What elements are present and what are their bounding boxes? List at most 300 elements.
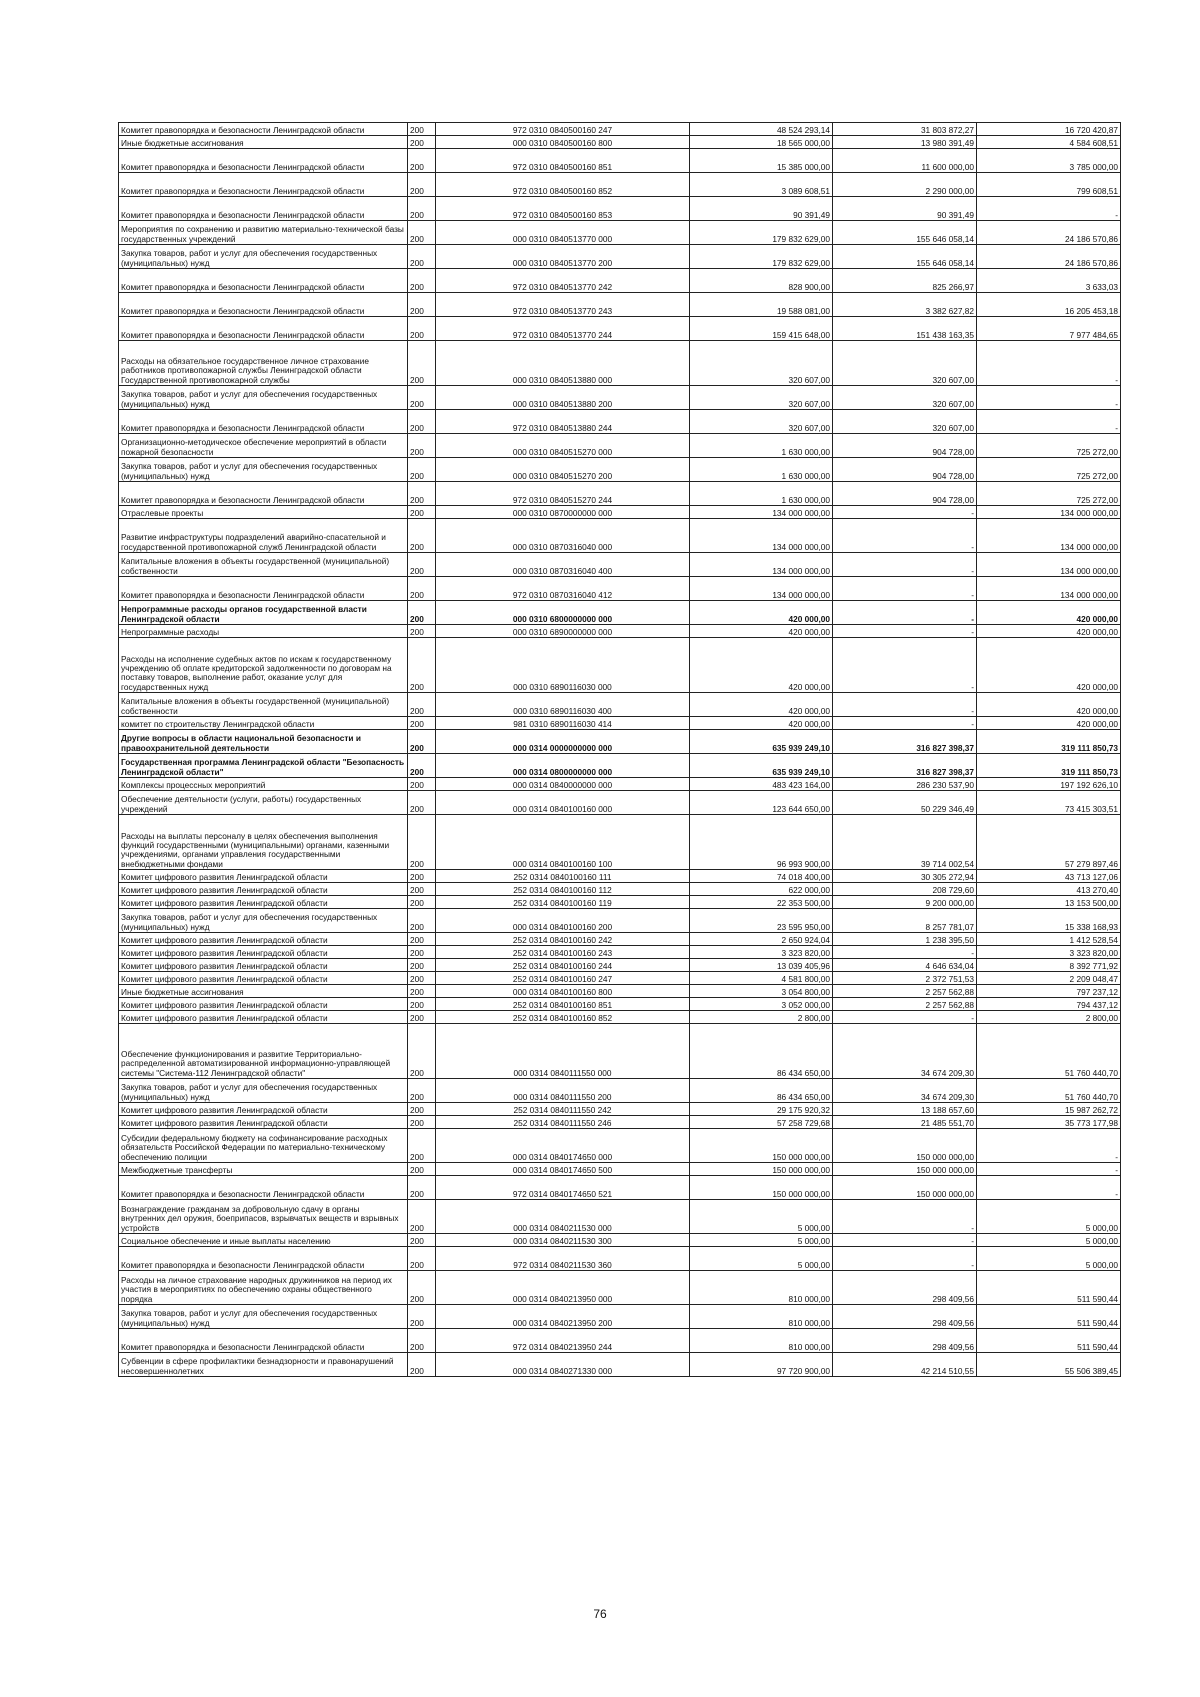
line-code: 200 [408, 506, 436, 519]
line-code: 200 [408, 1200, 436, 1234]
budget-classification-code: 000 0310 6890000000 000 [436, 625, 690, 638]
line-code: 200 [408, 293, 436, 317]
line-code: 200 [408, 221, 436, 245]
item-name: Комитет правопорядка и безопасности Ленинградской области [119, 149, 408, 173]
approved-amount: 1 630 000,00 [690, 434, 833, 458]
item-name: Комитет цифрового развития Ленинградской области [119, 972, 408, 985]
table-row [119, 269, 1121, 293]
executed-amount: 825 266,97 [833, 269, 977, 293]
unexecuted-amount: 511 590,44 [977, 1305, 1121, 1329]
table-row [119, 1024, 1121, 1079]
unexecuted-amount: 35 773 177,98 [977, 1116, 1121, 1129]
budget-classification-code: 000 0310 0840513770 000 [436, 221, 690, 245]
executed-amount: 320 607,00 [833, 410, 977, 434]
unexecuted-amount: 43 713 127,06 [977, 870, 1121, 883]
item-name: Комитет цифрового развития Ленинградской области [119, 1116, 408, 1129]
item-name: Непрограммные расходы органов государственной власти Ленинградской области [119, 601, 408, 625]
table-row [119, 693, 1121, 717]
line-code: 200 [408, 1176, 436, 1200]
budget-classification-code: 000 0314 0840111550 200 [436, 1079, 690, 1103]
approved-amount: 134 000 000,00 [690, 553, 833, 577]
item-name: Комитет цифрового развития Ленинградской области [119, 883, 408, 896]
budget-classification-code: 000 0310 6800000000 000 [436, 601, 690, 625]
table-row [119, 123, 1121, 136]
executed-amount: 2 257 562,88 [833, 985, 977, 998]
table-row [119, 985, 1121, 998]
line-code: 200 [408, 173, 436, 197]
budget-classification-code: 252 0314 0840100160 243 [436, 946, 690, 959]
item-name: Комитет правопорядка и безопасности Ленинградской области [119, 1247, 408, 1271]
executed-amount: 150 000 000,00 [833, 1163, 977, 1176]
unexecuted-amount: 24 186 570,86 [977, 221, 1121, 245]
budget-classification-code: 981 0310 6890116030 414 [436, 717, 690, 730]
line-code: 200 [408, 482, 436, 506]
executed-amount: - [833, 1011, 977, 1024]
budget-classification-code: 972 0314 0840213950 244 [436, 1329, 690, 1353]
budget-classification-code: 252 0314 0840100160 111 [436, 870, 690, 883]
executed-amount: - [833, 577, 977, 601]
unexecuted-amount: 24 186 570,86 [977, 245, 1121, 269]
item-name: Комитет цифрового развития Ленинградской области [119, 1011, 408, 1024]
budget-classification-code: 972 0310 0840500160 247 [436, 123, 690, 136]
unexecuted-amount: 5 000,00 [977, 1234, 1121, 1247]
budget-classification-code: 000 0310 0870316040 400 [436, 553, 690, 577]
line-code: 200 [408, 1163, 436, 1176]
table-row [119, 1116, 1121, 1129]
executed-amount: - [833, 506, 977, 519]
budget-classification-code: 972 0310 0840513880 244 [436, 410, 690, 434]
executed-amount: - [833, 625, 977, 638]
unexecuted-amount: 5 000,00 [977, 1200, 1121, 1234]
unexecuted-amount: 57 279 897,46 [977, 815, 1121, 870]
approved-amount: 3 089 608,51 [690, 173, 833, 197]
budget-classification-code: 252 0314 0840100160 242 [436, 933, 690, 946]
executed-amount: 9 200 000,00 [833, 896, 977, 909]
unexecuted-amount: 51 760 440,70 [977, 1079, 1121, 1103]
item-name: Комитет правопорядка и безопасности Ленинградской области [119, 269, 408, 293]
table-row [119, 1271, 1121, 1305]
approved-amount: 420 000,00 [690, 717, 833, 730]
budget-classification-code: 000 0314 0800000000 000 [436, 754, 690, 778]
item-name: Иные бюджетные ассигнования [119, 136, 408, 149]
budget-classification-code: 000 0314 0840100160 800 [436, 985, 690, 998]
table-row [119, 519, 1121, 553]
unexecuted-amount: 15 338 168,93 [977, 909, 1121, 933]
table-row [119, 1329, 1121, 1353]
budget-classification-code: 972 0310 0840500160 851 [436, 149, 690, 173]
approved-amount: 74 018 400,00 [690, 870, 833, 883]
line-code: 200 [408, 519, 436, 553]
approved-amount: 622 000,00 [690, 883, 833, 896]
executed-amount: 13 980 391,49 [833, 136, 977, 149]
executed-amount: 298 409,56 [833, 1329, 977, 1353]
budget-classification-code: 252 0314 0840111550 246 [436, 1116, 690, 1129]
table-row [119, 870, 1121, 883]
table-row [119, 730, 1121, 754]
budget-classification-code: 252 0314 0840100160 852 [436, 1011, 690, 1024]
approved-amount: 5 000,00 [690, 1247, 833, 1271]
table-row [119, 959, 1121, 972]
line-code: 200 [408, 1079, 436, 1103]
item-name: Комитет цифрового развития Ленинградской области [119, 946, 408, 959]
executed-amount: - [833, 553, 977, 577]
approved-amount: 420 000,00 [690, 601, 833, 625]
item-name: Иные бюджетные ассигнования [119, 985, 408, 998]
line-code: 200 [408, 625, 436, 638]
unexecuted-amount: 794 437,12 [977, 998, 1121, 1011]
approved-amount: 810 000,00 [690, 1305, 833, 1329]
unexecuted-amount: 797 237,12 [977, 985, 1121, 998]
executed-amount: 30 305 272,94 [833, 870, 977, 883]
approved-amount: 420 000,00 [690, 638, 833, 693]
line-code: 200 [408, 870, 436, 883]
budget-classification-code: 972 0310 0840515270 244 [436, 482, 690, 506]
item-name: Государственная программа Ленинградской области "Безопасность Ленинградской области" [119, 754, 408, 778]
unexecuted-amount: 319 111 850,73 [977, 730, 1121, 754]
line-code: 200 [408, 1329, 436, 1353]
executed-amount: 286 230 537,90 [833, 778, 977, 791]
budget-classification-code: 000 0310 0840500160 800 [436, 136, 690, 149]
executed-amount: 208 729,60 [833, 883, 977, 896]
item-name: Непрограммные расходы [119, 625, 408, 638]
budget-classification-code: 000 0310 0840515270 200 [436, 458, 690, 482]
unexecuted-amount: 3 633,03 [977, 269, 1121, 293]
item-name: Социальное обеспечение и иные выплаты населению [119, 1234, 408, 1247]
line-code: 200 [408, 410, 436, 434]
budget-table [118, 122, 1121, 1377]
unexecuted-amount: 1 412 528,54 [977, 933, 1121, 946]
item-name: Расходы на выплаты персоналу в целях обеспечения выполнения функций государственными (муниципальными) органами, казенными учреждениями, органами управления государственными внебюджетными фондами [119, 815, 408, 870]
table-row [119, 1079, 1121, 1103]
approved-amount: 19 588 081,00 [690, 293, 833, 317]
unexecuted-amount: 3 785 000,00 [977, 149, 1121, 173]
approved-amount: 159 415 648,00 [690, 317, 833, 341]
line-code: 200 [408, 959, 436, 972]
approved-amount: 48 524 293,14 [690, 123, 833, 136]
budget-classification-code: 000 0314 0840271330 000 [436, 1353, 690, 1377]
approved-amount: 635 939 249,10 [690, 730, 833, 754]
item-name: Комитет цифрового развития Ленинградской области [119, 959, 408, 972]
line-code: 200 [408, 1129, 436, 1163]
table-row [119, 197, 1121, 221]
line-code: 200 [408, 791, 436, 815]
line-code: 200 [408, 1353, 436, 1377]
table-row [119, 173, 1121, 197]
approved-amount: 150 000 000,00 [690, 1176, 833, 1200]
executed-amount: 151 438 163,35 [833, 317, 977, 341]
line-code: 200 [408, 896, 436, 909]
line-code: 200 [408, 1305, 436, 1329]
executed-amount: 13 188 657,60 [833, 1103, 977, 1116]
executed-amount: 39 714 002,54 [833, 815, 977, 870]
budget-classification-code: 000 0314 0840111550 000 [436, 1024, 690, 1079]
line-code: 200 [408, 972, 436, 985]
executed-amount: 904 728,00 [833, 434, 977, 458]
line-code: 200 [408, 815, 436, 870]
budget-classification-code: 000 0314 0000000000 000 [436, 730, 690, 754]
table-row [119, 933, 1121, 946]
line-code: 200 [408, 1024, 436, 1079]
budget-classification-code: 000 0310 0840513880 000 [436, 341, 690, 386]
unexecuted-amount: 413 270,40 [977, 883, 1121, 896]
line-code: 200 [408, 553, 436, 577]
unexecuted-amount: 8 392 771,92 [977, 959, 1121, 972]
approved-amount: 57 258 729,68 [690, 1116, 833, 1129]
executed-amount: - [833, 519, 977, 553]
line-code: 200 [408, 1103, 436, 1116]
line-code: 200 [408, 778, 436, 791]
table-row [119, 791, 1121, 815]
table-row [119, 1234, 1121, 1247]
approved-amount: 97 720 900,00 [690, 1353, 833, 1377]
line-code: 200 [408, 577, 436, 601]
unexecuted-amount: 420 000,00 [977, 601, 1121, 625]
item-name: Комитет правопорядка и безопасности Ленинградской области [119, 123, 408, 136]
approved-amount: 828 900,00 [690, 269, 833, 293]
item-name: Комитет цифрового развития Ленинградской области [119, 933, 408, 946]
line-code: 200 [408, 909, 436, 933]
executed-amount: 2 257 562,88 [833, 998, 977, 1011]
item-name: Комитет правопорядка и безопасности Ленинградской области [119, 1329, 408, 1353]
executed-amount: 150 000 000,00 [833, 1129, 977, 1163]
budget-classification-code: 000 0314 0840100160 100 [436, 815, 690, 870]
item-name: Комплексы процессных мероприятий [119, 778, 408, 791]
unexecuted-amount: 15 987 262,72 [977, 1103, 1121, 1116]
executed-amount: - [833, 601, 977, 625]
table-row [119, 317, 1121, 341]
table-row [119, 1200, 1121, 1234]
executed-amount: - [833, 1234, 977, 1247]
unexecuted-amount: 55 506 389,45 [977, 1353, 1121, 1377]
item-name: Комитет правопорядка и безопасности Ленинградской области [119, 197, 408, 221]
unexecuted-amount: 73 415 303,51 [977, 791, 1121, 815]
line-code: 200 [408, 123, 436, 136]
unexecuted-amount: 4 584 608,51 [977, 136, 1121, 149]
table-row [119, 149, 1121, 173]
line-code: 200 [408, 386, 436, 410]
budget-classification-code: 000 0314 0840213950 000 [436, 1271, 690, 1305]
budget-classification-code: 252 0314 0840100160 112 [436, 883, 690, 896]
item-name: Развитие инфраструктуры подразделений аварийно-спасательной и государственной противопожарной служб Ленинградской области [119, 519, 408, 553]
approved-amount: 179 832 629,00 [690, 245, 833, 269]
table-row [119, 136, 1121, 149]
table-row [119, 1129, 1121, 1163]
budget-classification-code: 000 0314 0840211530 300 [436, 1234, 690, 1247]
approved-amount: 4 581 800,00 [690, 972, 833, 985]
item-name: Капитальные вложения в объекты государственной (муниципальной) собственности [119, 553, 408, 577]
table-row [119, 778, 1121, 791]
table-row [119, 1353, 1121, 1377]
line-code: 200 [408, 717, 436, 730]
unexecuted-amount: 420 000,00 [977, 638, 1121, 693]
table-row [119, 601, 1121, 625]
executed-amount: 155 646 058,14 [833, 245, 977, 269]
budget-classification-code: 000 0310 0840513770 200 [436, 245, 690, 269]
approved-amount: 179 832 629,00 [690, 221, 833, 245]
approved-amount: 810 000,00 [690, 1271, 833, 1305]
item-name: Комитет цифрового развития Ленинградской области [119, 998, 408, 1011]
unexecuted-amount: 51 760 440,70 [977, 1024, 1121, 1079]
budget-classification-code: 000 0314 0840100160 000 [436, 791, 690, 815]
table-row [119, 638, 1121, 693]
item-name: комитет по строительству Ленинградской области [119, 717, 408, 730]
executed-amount: 90 391,49 [833, 197, 977, 221]
approved-amount: 3 323 820,00 [690, 946, 833, 959]
table-row [119, 341, 1121, 386]
executed-amount: 34 674 209,30 [833, 1079, 977, 1103]
executed-amount: 316 827 398,37 [833, 754, 977, 778]
item-name: Межбюджетные трансферты [119, 1163, 408, 1176]
executed-amount: 2 290 000,00 [833, 173, 977, 197]
approved-amount: 5 000,00 [690, 1234, 833, 1247]
line-code: 200 [408, 754, 436, 778]
unexecuted-amount: 319 111 850,73 [977, 754, 1121, 778]
executed-amount: 31 803 872,27 [833, 123, 977, 136]
unexecuted-amount: 511 590,44 [977, 1271, 1121, 1305]
budget-classification-code: 000 0314 0840174650 500 [436, 1163, 690, 1176]
unexecuted-amount: 799 608,51 [977, 173, 1121, 197]
unexecuted-amount: 5 000,00 [977, 1247, 1121, 1271]
table-row [119, 717, 1121, 730]
table-row [119, 815, 1121, 870]
line-code: 200 [408, 1247, 436, 1271]
item-name: Расходы на обязательное государственное личное страхование работников противопожарной службы Ленинградской области Государственной противопожарной службы [119, 341, 408, 386]
item-name: Комитет цифрового развития Ленинградской области [119, 896, 408, 909]
item-name: Расходы на исполнение судебных актов по искам к государственному учреждению об оплате кредиторской задолженности по договорам на поставку товаров, выполнение работ, оказание услуг для государственных нужд [119, 638, 408, 693]
unexecuted-amount: 16 720 420,87 [977, 123, 1121, 136]
item-name: Субвенции в сфере профилактики безнадзорности и правонарушений несовершеннолетних [119, 1353, 408, 1377]
item-name: Комитет правопорядка и безопасности Ленинградской области [119, 173, 408, 197]
approved-amount: 134 000 000,00 [690, 577, 833, 601]
table-row [119, 909, 1121, 933]
executed-amount: 11 600 000,00 [833, 149, 977, 173]
table-row [119, 386, 1121, 410]
page-number: 76 [593, 1607, 607, 1621]
executed-amount: 155 646 058,14 [833, 221, 977, 245]
approved-amount: 29 175 920,32 [690, 1103, 833, 1116]
executed-amount: 316 827 398,37 [833, 730, 977, 754]
unexecuted-amount: 725 272,00 [977, 482, 1121, 506]
line-code: 200 [408, 883, 436, 896]
unexecuted-amount: 725 272,00 [977, 458, 1121, 482]
budget-classification-code: 000 0310 0840515270 000 [436, 434, 690, 458]
table-row [119, 245, 1121, 269]
budget-classification-code: 252 0314 0840111550 242 [436, 1103, 690, 1116]
executed-amount: 4 646 634,04 [833, 959, 977, 972]
executed-amount: 320 607,00 [833, 386, 977, 410]
table-row [119, 293, 1121, 317]
executed-amount: 298 409,56 [833, 1271, 977, 1305]
approved-amount: 90 391,49 [690, 197, 833, 221]
line-code: 200 [408, 341, 436, 386]
approved-amount: 3 054 800,00 [690, 985, 833, 998]
unexecuted-amount: 134 000 000,00 [977, 506, 1121, 519]
table-row [119, 577, 1121, 601]
item-name: Организационно-методическое обеспечение мероприятий в области пожарной безопасности [119, 434, 408, 458]
line-code: 200 [408, 1271, 436, 1305]
budget-classification-code: 972 0314 0840174650 521 [436, 1176, 690, 1200]
unexecuted-amount: 197 192 626,10 [977, 778, 1121, 791]
table-row [119, 946, 1121, 959]
executed-amount: 34 674 209,30 [833, 1024, 977, 1079]
budget-sheet [118, 122, 1120, 1377]
table-row [119, 754, 1121, 778]
budget-classification-code: 000 0310 6890116030 000 [436, 638, 690, 693]
executed-amount: 42 214 510,55 [833, 1353, 977, 1377]
executed-amount: - [833, 946, 977, 959]
item-name: Отраслевые проекты [119, 506, 408, 519]
unexecuted-amount: 134 000 000,00 [977, 553, 1121, 577]
executed-amount: - [833, 1247, 977, 1271]
approved-amount: 2 800,00 [690, 1011, 833, 1024]
executed-amount: 298 409,56 [833, 1305, 977, 1329]
line-code: 200 [408, 317, 436, 341]
executed-amount: 2 372 751,53 [833, 972, 977, 985]
executed-amount: 904 728,00 [833, 482, 977, 506]
budget-classification-code: 000 0314 0840100160 200 [436, 909, 690, 933]
approved-amount: 13 039 405,96 [690, 959, 833, 972]
item-name: Обеспечение функционирования и развитие Территориально-распределенной автоматизированной информационно-управляющей системы "Система-112 Ленинградской области" [119, 1024, 408, 1079]
line-code: 200 [408, 730, 436, 754]
budget-classification-code: 972 0310 0870316040 412 [436, 577, 690, 601]
table-row [119, 434, 1121, 458]
table-row [119, 972, 1121, 985]
unexecuted-amount: - [977, 341, 1121, 386]
budget-classification-code: 000 0314 0840174650 000 [436, 1129, 690, 1163]
budget-classification-code: 972 0314 0840211530 360 [436, 1247, 690, 1271]
unexecuted-amount: 511 590,44 [977, 1329, 1121, 1353]
executed-amount: - [833, 1200, 977, 1234]
unexecuted-amount: - [977, 410, 1121, 434]
table-row [119, 1305, 1121, 1329]
approved-amount: 23 595 950,00 [690, 909, 833, 933]
table-row [119, 1103, 1121, 1116]
unexecuted-amount: 3 323 820,00 [977, 946, 1121, 959]
item-name: Комитет правопорядка и безопасности Ленинградской области [119, 317, 408, 341]
approved-amount: 150 000 000,00 [690, 1163, 833, 1176]
unexecuted-amount: 7 977 484,65 [977, 317, 1121, 341]
approved-amount: 150 000 000,00 [690, 1129, 833, 1163]
unexecuted-amount: 2 209 048,47 [977, 972, 1121, 985]
approved-amount: 420 000,00 [690, 693, 833, 717]
approved-amount: 86 434 650,00 [690, 1079, 833, 1103]
line-code: 200 [408, 1011, 436, 1024]
table-row [119, 506, 1121, 519]
unexecuted-amount: 420 000,00 [977, 693, 1121, 717]
approved-amount: 3 052 000,00 [690, 998, 833, 1011]
item-name: Закупка товаров, работ и услуг для обеспечения государственных (муниципальных) нужд [119, 909, 408, 933]
table-row [119, 625, 1121, 638]
budget-classification-code: 000 0310 6890116030 400 [436, 693, 690, 717]
executed-amount: - [833, 638, 977, 693]
item-name: Закупка товаров, работ и услуг для обеспечения государственных (муниципальных) нужд [119, 1305, 408, 1329]
budget-classification-code: 000 0310 0840513880 200 [436, 386, 690, 410]
executed-amount: - [833, 693, 977, 717]
item-name: Комитет правопорядка и безопасности Ленинградской области [119, 293, 408, 317]
budget-classification-code: 000 0314 0840000000 000 [436, 778, 690, 791]
budget-classification-code: 000 0314 0840211530 000 [436, 1200, 690, 1234]
line-code: 200 [408, 197, 436, 221]
line-code: 200 [408, 458, 436, 482]
executed-amount: 320 607,00 [833, 341, 977, 386]
budget-classification-code: 252 0314 0840100160 119 [436, 896, 690, 909]
approved-amount: 86 434 650,00 [690, 1024, 833, 1079]
approved-amount: 96 993 900,00 [690, 815, 833, 870]
item-name: Комитет правопорядка и безопасности Ленинградской области [119, 410, 408, 434]
approved-amount: 1 630 000,00 [690, 458, 833, 482]
item-name: Закупка товаров, работ и услуг для обеспечения государственных (муниципальных) нужд [119, 1079, 408, 1103]
line-code: 200 [408, 434, 436, 458]
